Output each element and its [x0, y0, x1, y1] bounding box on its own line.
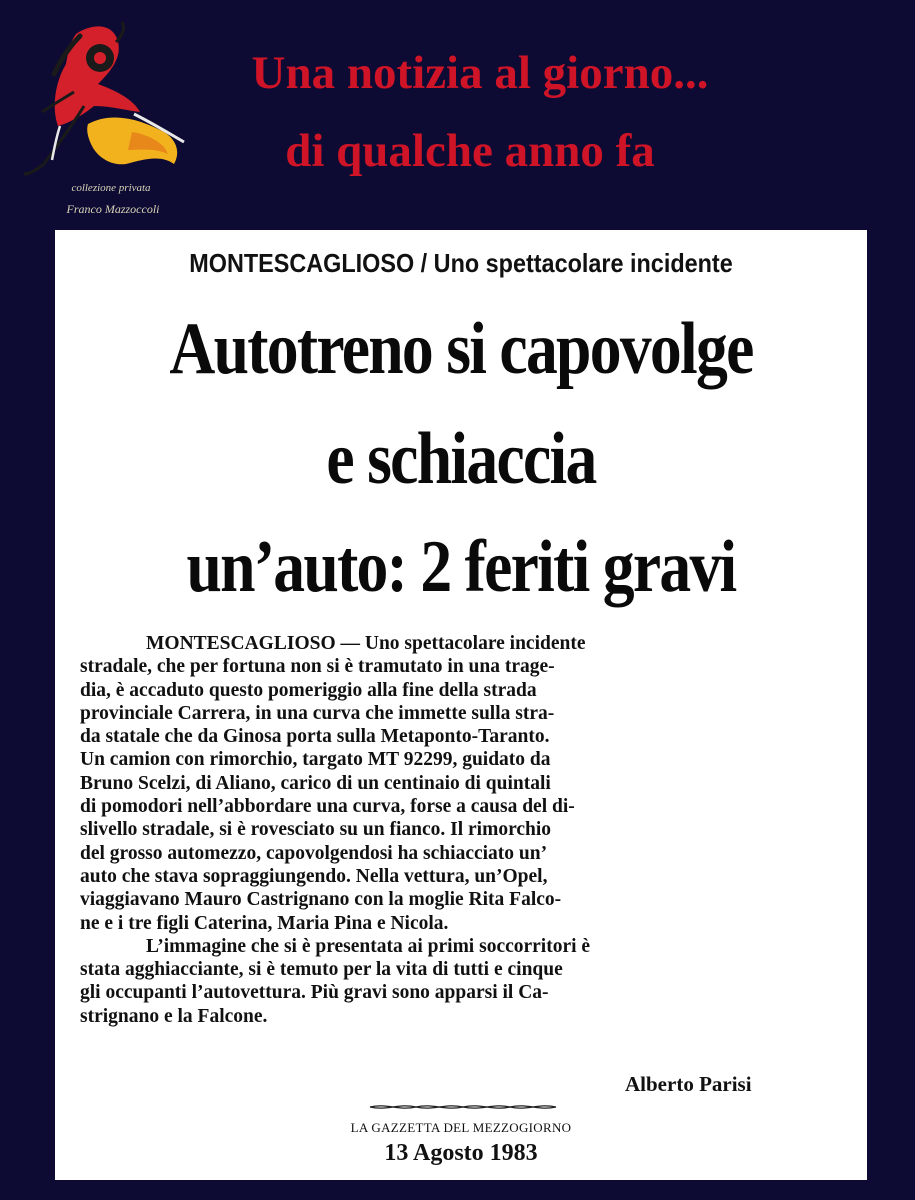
body-line: strignano e la Falcone.	[80, 1005, 268, 1027]
body-line: Un camion con rimorchio, targato MT 92299, guidato da	[80, 749, 551, 771]
collection-logo	[14, 14, 194, 224]
article-byline: Alberto Parisi	[625, 1072, 752, 1096]
body-line: gli occupanti l’autovettura. Più gravi sono apparsi il Ca-	[80, 982, 549, 1004]
article-body	[80, 632, 855, 1028]
photographer-figure-icon	[14, 14, 194, 184]
body-line: da statale che da Ginosa porta sulla Metaponto-Taranto.	[80, 726, 550, 748]
body-line: auto che stava sopraggiungendo. Nella vettura, un’Opel,	[80, 865, 548, 887]
banner-line-2: di qualche anno fa	[285, 125, 655, 177]
article-date: 13 Agosto 1983	[384, 1140, 538, 1166]
ornament-divider-icon	[368, 1102, 558, 1112]
body-line: dia, è accaduto questo pomeriggio alla fine della strada	[80, 679, 537, 701]
newspaper-clipping	[55, 230, 867, 1180]
newspaper-name: LA GAZZETTA DEL MEZZOGIORNO	[350, 1120, 572, 1135]
body-line: del grosso automezzo, capovolgendosi ha schiacciato un’	[80, 842, 548, 864]
body-line: stradale, che per fortuna non si è tramutato in una trage-	[80, 656, 555, 678]
logo-caption-owner: Franco Mazzoccoli	[66, 202, 160, 216]
body-line: MONTESCAGLIOSO — Uno spettacolare incidente	[146, 633, 586, 654]
body-line: di pomodori nell’abbordare una curva, forse a causa del di-	[80, 796, 575, 818]
body-line: L’immagine che si è presentata ai primi soccorritori è	[146, 935, 591, 957]
headline-line-2: e schiaccia	[326, 418, 596, 500]
body-line: provinciale Carrera, in una curva che immette sulla stra-	[80, 702, 555, 724]
body-line: slivello stradale, si è rovesciato su un fianco. Il rimorchio	[80, 819, 552, 841]
body-line: ne e i tre figli Caterina, Maria Pina e Nicola.	[80, 912, 449, 934]
body-line: viaggiavano Mauro Castrignano con la moglie Rita Falco-	[80, 889, 562, 911]
body-line: stata agghiacciante, si è temuto per la vita di tutti e cinque	[80, 959, 563, 981]
article-kicker: MONTESCAGLIOSO / Uno spettacolare incidente	[189, 248, 733, 278]
body-line: Bruno Scelzi, di Aliano, carico di un centinaio di quintali	[80, 772, 551, 794]
logo-caption-collection: collezione privata	[71, 182, 151, 194]
headline-line-3: un’auto: 2 feriti gravi	[186, 526, 736, 608]
headline-line-1: Autotreno si capovolge	[169, 308, 753, 390]
banner-line-1: Una notizia al giorno...	[251, 47, 709, 99]
